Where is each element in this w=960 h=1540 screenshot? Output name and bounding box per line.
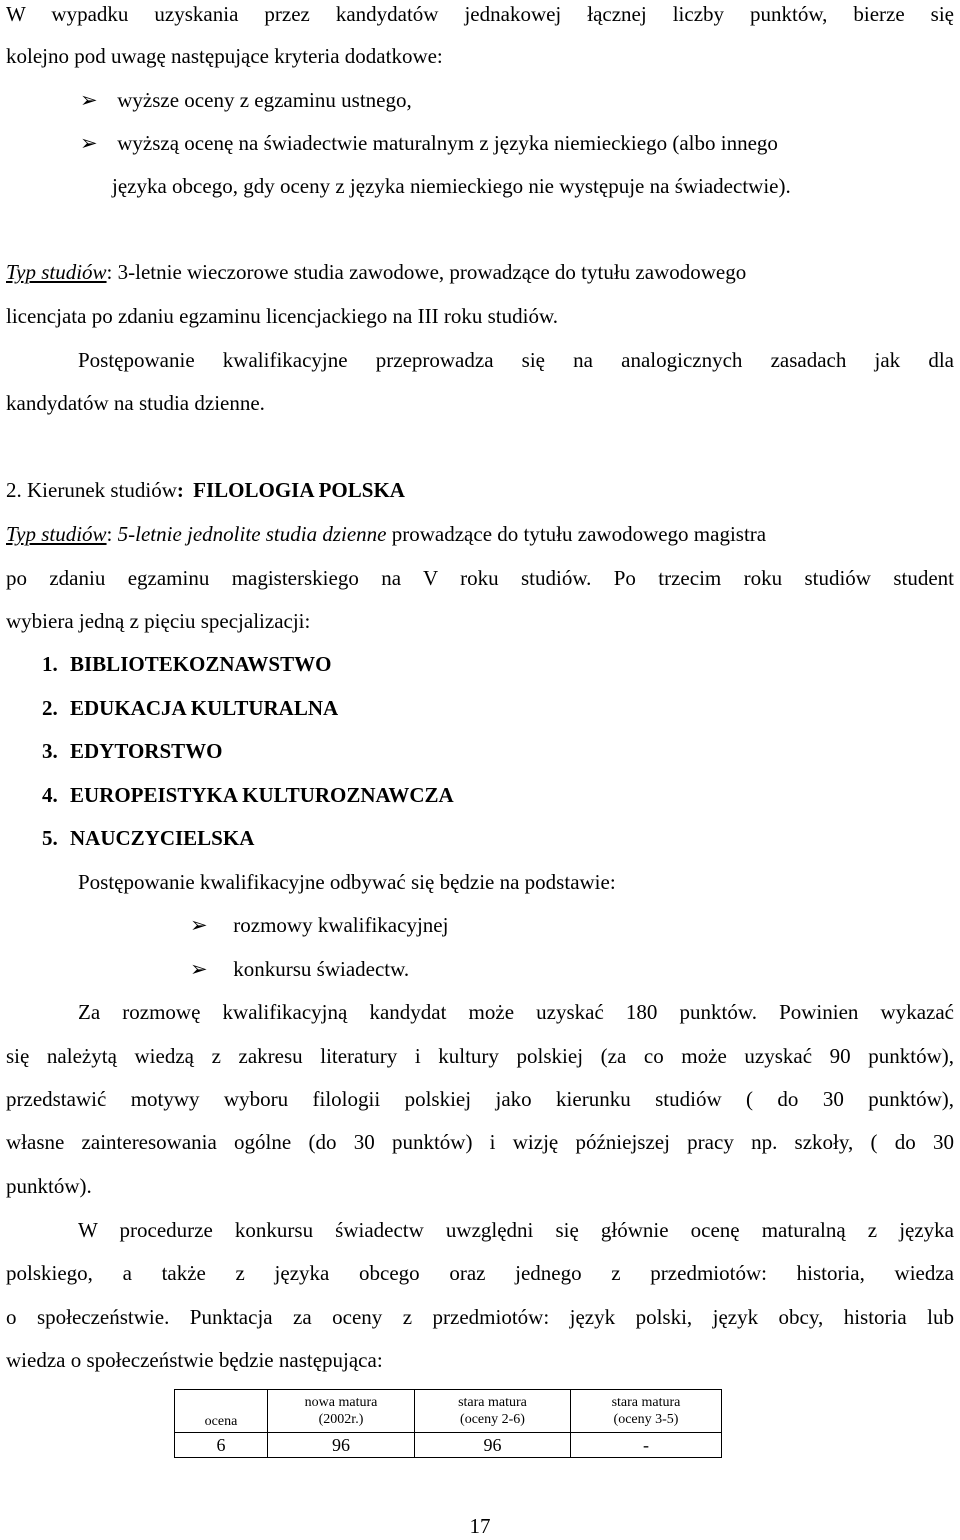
arrow-bullet-icon: ➢	[190, 913, 208, 937]
interview-line-3: przedstawić motywy wyboru filologii polskiej jako kierunku studiów ( do 30 punktów),	[6, 1087, 954, 1111]
procedure-item-1: ➢ rozmowy kwalifikacyjnej	[190, 913, 449, 937]
specialization-item-2: 2. EDUKACJA KULTURALNA	[42, 696, 339, 720]
intro-line-1: W wypadku uzyskania przez kandydatów jednakowej łącznej liczby punktów, bierze się	[6, 2, 954, 26]
criteria-item-2	[80, 129, 954, 157]
arrow-bullet-icon: ➢	[80, 131, 98, 155]
specialization-item-4: 4. EUROPEISTYKA KULTUROZNAWCZA	[42, 783, 454, 807]
table-header-row	[175, 1390, 722, 1433]
type-of-studies-label: Typ studiów	[6, 260, 107, 284]
section-2-type-line-3: wybiera jedną z pięciu specjalizacji:	[6, 609, 311, 633]
intro-line-2: kolejno pod uwagę następujące kryteria dodatkowe:	[6, 44, 443, 68]
scoring-table	[174, 1389, 722, 1458]
procedure-item-2: ➢ konkursu świadectw.	[190, 957, 410, 981]
criteria-item-1	[80, 86, 954, 114]
header-grade: ocena	[175, 1390, 268, 1433]
certificates-line-1: W procedurze konkursu świadectw uwzględni się głównie ocenę maturalną z języka	[78, 1218, 954, 1242]
section-2-type-line-1: Typ studiów: 5-letnie jednolite studia dzienne prowadzące do tytułu zawodowego magistra	[6, 522, 767, 546]
evening-procedure-line-2: kandydatów na studia dzienne.	[6, 391, 265, 415]
specialization-item-1: 1. BIBLIOTEKOZNAWSTWO	[42, 652, 332, 676]
header-old-matura-2-6: stara matura (oceny 2-6)	[415, 1390, 571, 1433]
cell-new-matura: 96	[268, 1433, 415, 1458]
evening-type-line-2: licencjata po zdaniu egzaminu licencjackiego na III roku studiów.	[6, 304, 558, 328]
specialization-item-3: 3. EDYTORSTWO	[42, 739, 223, 763]
field-of-study-name: FILOLOGIA POLSKA	[193, 478, 405, 502]
arrow-bullet-icon: ➢	[190, 957, 208, 981]
criteria-item-1-text: wyższe oceny z egzaminu ustnego,	[117, 88, 412, 112]
procedure-intro: Postępowanie kwalifikacyjne odbywać się będzie na podstawie:	[78, 870, 616, 894]
type-of-studies-label: Typ studiów	[6, 522, 107, 546]
interview-line-2: się należytą wiedzą z zakresu literatury i kultury polskiej (za co może uzyskać 90 punktów),	[6, 1044, 954, 1068]
interview-line-4: własne zainteresowania ogólne (do 30 punktów) i wizję późniejszej pracy np. szkoły, ( do 30	[6, 1130, 954, 1154]
certificates-line-2: polskiego, a także z języka obcego oraz jednego z przedmiotów: historia, wiedza	[6, 1261, 954, 1285]
section-2-type-line-2: po zdaniu egzaminu magisterskiego na V roku studiów. Po trzecim roku studiów student	[6, 566, 954, 590]
evening-type-line-1	[6, 258, 954, 286]
header-old-matura-3-5: stara matura (oceny 3-5)	[571, 1390, 722, 1433]
certificates-line-4: wiedza o społeczeństwie będzie następująca:	[6, 1348, 383, 1372]
type-of-studies-value: 5-letnie jednolite studia dzienne	[117, 522, 387, 546]
interview-line-5: punktów).	[6, 1174, 92, 1198]
criteria-item-2-continued: języka obcego, gdy oceny z języka niemieckiego nie występuje na świadectwie).	[112, 174, 791, 198]
criteria-item-2-text: wyższą ocenę na świadectwie maturalnym z języka niemieckiego (albo innego	[117, 131, 778, 155]
cell-grade: 6	[175, 1433, 268, 1458]
evening-type-text: : 3-letnie wieczorowe studia zawodowe, prowadzące do tytułu zawodowego	[106, 260, 747, 284]
cell-old-matura-3-5: -	[571, 1433, 722, 1458]
table-row	[175, 1433, 722, 1458]
evening-procedure-line-1: Postępowanie kwalifikacyjne przeprowadza się na analogicznych zasadach jak dla	[78, 348, 954, 372]
page-number: 17	[469, 1514, 491, 1538]
section-2-prefix: 2. Kierunek studiów	[6, 478, 177, 502]
section-2-heading: 2. Kierunek studiów: FILOLOGIA POLSKA	[6, 478, 405, 502]
cell-old-matura-2-6: 96	[415, 1433, 571, 1458]
arrow-bullet-icon: ➢	[80, 88, 98, 112]
certificates-line-3: o społeczeństwie. Punktacja za oceny z przedmiotów: język polski, język obcy, historia lub	[6, 1305, 954, 1329]
interview-line-1: Za rozmowę kwalifikacyjną kandydat może uzyskać 180 punktów. Powinien wykazać	[78, 1000, 954, 1024]
header-new-matura: nowa matura (2002r.)	[268, 1390, 415, 1433]
specialization-item-5: 5. NAUCZYCIELSKA	[42, 826, 255, 850]
